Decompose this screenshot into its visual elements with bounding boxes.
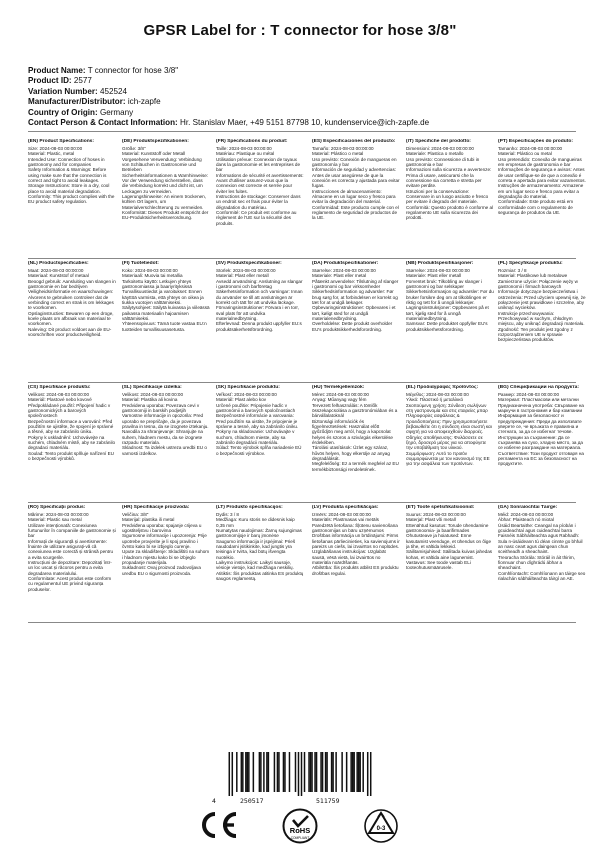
spec-body: Veličina: 3/8" Materijal: plastika ili metal Predviđena uporaba: spajanje crijeva u ugostiteljstvu i barovima Sigurnosne informacije i upozorenja: Prije upotrebe provjerite je li spoj pravilno i čvrsto kako bi se izbjeglo curenje. Upute za skladištenje: Skladištiti na suhom i hladnom mjestu kako bi se izbjeglo propadanje materijala. Sukladnost: Ovaj proizvod zadovoljava uredbu EU o sigurnosti proizvoda. (122, 512, 210, 576)
spec-cell (406, 505, 494, 623)
barcode-bar (268, 752, 270, 792)
barcode-bar (316, 752, 318, 792)
barcode-bar (332, 752, 334, 792)
country-row (28, 108, 588, 118)
ce-mark-icon (196, 808, 240, 842)
divider (28, 258, 576, 259)
spec-body: Storlek: 2024-08-03 00:00:00 Material: Plast eller metall Avsedd användning: Anslutning av slangar i gastronomi och barföretag Säkerhetsinformation och varningar: Innan du använder se till att anslutningen är korrekt och tätt för att undvika läckage. Förvaringsinstruktioner: Förvara i en torr, sval plats för att undvika materialnedbrytning. Efterlevnad: Denna produkt uppfyller EU:s produktsäkerhetsförordning. (216, 268, 303, 332)
plastic-recycling-icon (362, 808, 400, 844)
barcode-digits-left: 250517 (240, 797, 264, 805)
spec-body: Tamanho: 2024-08-03 00:00:00 Material: Plástico ou metal Uso pretendido: Conexão de mangueiras em empresas de gastronomia e bar Informações de segurança e avisos: Antes de usar certifique-se de que a conexão é correta e apertada para evitar vazamentos. Instruções de armazenamento: Armazene em um lugar seco e fresco para evitar a degradação do material. Conformidade: Este produto está em conformidade com o regulamento de segurança de produtos da UE. (498, 146, 586, 216)
ean-barcode (212, 752, 388, 810)
barcode-bar (278, 752, 280, 792)
spec-body: Størrelse: 2024-08-03 00:00:00 Materiale: Plast eller metal Påtænkt anvendelse: Tilslutning af slanger i gastronomi og bar virksomheder Sikkerhedsinformation og advarsler: Før brug sørg for, at forbindelsen er korrekt og tæt for at undgå lækager. Opbevaringsinstruktioner: Opbevares i et tørt, køligt sted for at undgå materialenedbrydning. Overholdelse: Dette produkt overholder EU's produktsikkerhedsforordning. (312, 268, 399, 332)
spec-cell (216, 505, 304, 623)
spec-body: Size: 2024-08-03 00:00:00 Material: Plastic, metal Intended Use: Connection of hoses in gastronomy and for companies Safety Information & Warnings: Before using make sure that the connection is correct and tight to avoid leakages. Storage Instructions: Store in a dry, cool place to avoid material degradation. Conformity: This product complies with the EU product safety regulation. (28, 146, 115, 205)
spec-heading: (EL) Προδιαγραφές προϊόντος: (406, 385, 479, 390)
barcode-bar (362, 752, 364, 792)
variation-value: 452524 (99, 86, 127, 96)
barcode-bar (346, 752, 348, 792)
spec-heading: (FR) Spécifications du produit: (216, 139, 288, 144)
barcode-bar (277, 752, 279, 792)
spec-body: Suurus: 2024-08-03 00:00:00 Materjal: Plast või metall Ettenähtud kasutus: Torude ühendamine gastronoomia- ja baarifirmades Ohutusteave ja hoiatused: Enne kasutamist veenduge, et ühendus on õige ja tihe, et vältida lekkeid. Säilitamisjuhised: Säilitada kuivas jahedas kohas, et vältida aine lagunemist. Vastavus: See toode vastab ELi tooteohutusmäärusele. (406, 512, 493, 571)
barcode-bar (308, 752, 310, 792)
barcode-bar (259, 752, 261, 792)
spec-row (28, 385, 584, 500)
rohs-label: RoHS (289, 826, 311, 835)
rohs-compliant-label: COMPLIANT (290, 836, 310, 840)
spec-cell (406, 261, 494, 379)
variation-row (28, 87, 588, 97)
spec-body: Taille: 2024-08-03 00:00:00 Matériau: Plastique ou métal Utilisation prévue: Connexion de tuyaux dans la gastronomie et les entreprises de bar Informations de sécurité et avertissements: Avant d'utiliser assurez-vous que la connexion est correcte et serrée pour éviter les fuites. Instructions de stockage: Conserver dans un endroit sec et frais pour éviter la dégradation du matériau. Conformité: Ce produit est conforme au règlement de l'UE sur la sécurité des produits. (216, 146, 304, 226)
barcode-bar (311, 752, 313, 792)
spec-heading: (LV) Produkta specifikācijas: (312, 505, 379, 510)
barcode-bar (263, 752, 265, 792)
barcode-digit-first: 4 (212, 797, 216, 805)
manufacturer-value: ich-zapfe (127, 97, 161, 107)
barcode-bar (284, 752, 286, 792)
country-value: Germany (99, 107, 134, 117)
barcode-bar (242, 752, 244, 792)
barcode-bar (304, 752, 306, 792)
spec-cell (122, 385, 210, 500)
barcode-bar (266, 752, 268, 792)
barcode-bar (289, 752, 291, 792)
spec-row (28, 505, 586, 623)
spec-body: Rozmiar: 3 / 8 Materiał: Plastikowe lub metalowe Zamierzone użycie: Połączenie węży w gastronomii i firmach barowych Informacje dotyczące bezpieczeństwa i ostrzeżenia: Przed użyciem upewnij się, że połączenie jest prawidłowe i szczelne, aby uniknąć wycieków. Instrukcje przechowywania: Przechowywać w suchym, chłodnym miejscu, aby uniknąć degradacji materiału. Zgodność: Ten produkt jest zgodny z rozporządzeniem UE w sprawie bezpieczeństwa produktów. (498, 268, 586, 343)
spec-cell (312, 261, 400, 379)
divider (28, 622, 576, 623)
spec-cell (312, 139, 400, 254)
spec-heading: (NL) Productspecificaties: (28, 261, 89, 266)
barcode-bar (241, 752, 243, 792)
spec-body: Dydis: 3 / 8 Medžiaga: Kuru storis ne didesnis kaip 0,35 mm Numatytas naudojimas: Žarnų sujungimas gastronomijoje ir barų įmonėse Saugumo informacija ir įspėjimai: Prieš naudodami įsitikinkite, kad jungtis yra teisinga ir tvirta, kad būtų išvengta nuotėkio. Laikymo instrukcijos: Laikyti sausoje, vėsioje vietoje, kad medžiaga neskilių. Atitiktis: Šis produktas atitinka ES produktų saugos reglamentą. (216, 512, 304, 582)
spec-body: Tamaño: 2024-08-03 00:00:00 Material: Plástico o metal Uso previsto: Conexión de mangueras en gastronomía y bar Información de seguridad y advertencias: Antes de usar asegúrese de que la conexión es correcta y ajustada para evitar fugas. Instrucciones de almacenamiento: Almacene en un lugar seco y fresco para evitar la degradación del material. Conformidad: Este producto cumple con el reglamento de seguridad de productos de la UE. (312, 146, 400, 221)
barcode-bar (320, 752, 322, 792)
spec-heading: (CS) Specifikace produktu: (28, 385, 91, 390)
product-name-row (28, 66, 588, 76)
spec-body: Méret: 2024-08-03 00:00:00 Anyag: Műanyag vagy fém Tervezett felhasználás: A tömlők összekapcsolása a gasztronómiában és a bárvállalatoknál Biztonsági információk és figyelmeztetések: Használat előtt győződjön meg arról, hogy a kapcsolat helyes és szoros a szivárgás elkerülése érdekében. Tárolási utasítások: Üzlet egy száraz, hűvös helyen, hogy elkerülje az anyag degradálását. Megfelelőség: Ez a termék megfelel az EU termékbiztonsági rendeletének. (312, 392, 399, 472)
spec-body: Mărime: 2024-08-03 00:00:00 Material: Plastic sau metal Utilizare intenționată: Conexiunea furtunurilor în companiile de gastronomie și bar Informații de siguranță și avertismente: Înainte de utilizare asigurați-vă că conexiunea este corectă și strânsă pentru a evita scurgerile. Instrucțiuni de depozitare: Depozitați într-un loc uscat și răcoros pentru a evita degradarea materialului. Conformitate: Acest produs este conform cu regulamentul UE privind siguranța produselor. (28, 512, 116, 592)
spec-heading: (ES) Especificaciones del producto: (312, 139, 396, 144)
spec-heading: (EN) Product Specifications: (28, 139, 95, 144)
spec-heading: (SL) Specifikacije izdelka: (122, 385, 182, 390)
barcode-bar (353, 752, 355, 792)
spec-cell (216, 139, 304, 254)
barcode-bar (314, 752, 316, 792)
barcode-digits-right: 511759 (316, 797, 340, 805)
barcode-bar (331, 752, 333, 792)
spec-cell (406, 139, 494, 254)
spec-cell (28, 261, 116, 379)
spec-body: Størrelse: 2024-08-03 00:00:00 Materiale: Plast eller metall Forventet bruk: Tilkobling av slanger i gastronomi og bar selskaper Sikkerhetsinformasjon og advarsler: Før du bruker forsikre deg om at tilkoblingen er riktig og tett for å unngå lekkasjer. Lagringsinstruksjoner: Oppbevares på et tørt, kjølig sted for å unngå materialnedbrytning. Samsvar: Dette produktet oppfyller EU's produktsikkerhetsforordning. (406, 268, 494, 332)
spec-heading: (DE) Produktspezifikationen: (122, 139, 189, 144)
barcode-bar (232, 752, 234, 796)
barcode-bar (356, 752, 358, 792)
product-meta (28, 66, 588, 128)
barcode-bars (218, 752, 382, 796)
manufacturer-row (28, 97, 588, 107)
spec-heading: (LT) Produkto specifikacijos: (216, 505, 283, 510)
spec-body: Dimensioni: 2024-08-03 00:00:00 Materiale: Plastica o metallo Uso previsto: Connessione di tubi in gastronomia e bar Informazioni sulla sicurezza e avvertenze: Prima di usare, assicurarsi che la connessione sia corretta e stretta per evitare perdite. Istruzioni per la conservazione: Conservare in un luogo asciutto e fresco per evitare il degrado del materiale. Conformità: Questo prodotto è conforme al regolamento UE sulla sicurezza dei prodotti. (406, 146, 494, 221)
spec-heading: (HR) Specifikacije proizvoda: (122, 505, 190, 510)
barcode-bar (298, 752, 300, 796)
spec-heading: (PL) Specyfikacje produktu: (498, 261, 563, 266)
spec-cell (28, 385, 116, 500)
spec-heading: (SV) Produktspecifikationer: (216, 261, 282, 266)
spec-body: Veľkosť: 2024-08-03 00:00:00 Materiál: Plast alebo kov Určené použitie: Pripojenie hadíc v gastronómii a barových spoločnostiach Bezpečnostné informácie a varovania: Pred použitím sa uistite, že pripojenie je správne a tesné, aby sa zabránilo úniku. Pokyny na skladovanie: Uchovávajte v suchom, chladnom mieste, aby sa zabránilo degradácii materiálu. Súlad: Tento výrobok spĺňa nariadenie EÚ o bezpečnosti výrobkov. (216, 392, 302, 456)
barcode-bar (236, 752, 238, 792)
barcode-bar (245, 752, 247, 792)
barcode-bar (367, 752, 369, 796)
spec-body: Velikost: 2024-08-03 00:00:00 Material: Plastika ali kovina Predvidena uporaba: Povezava cevi v gastronomiji in barskih podjetjih Varnostne informacije in opozorila: Pred uporabo se prepričajte, da je povezava pravilna in tesna, da se izognete iztekanju. Navodila za shranjevanje: Shranjujte na suhem, hladnem mestu, da se izognete razpadu materiala. Skladnost: Ta izdelek ustreza uredbi EU o varnosti izdelkov. (122, 392, 209, 456)
barcode-bar (301, 752, 303, 796)
product-id-row (28, 76, 588, 86)
barcode-bar (325, 752, 327, 792)
spec-cell (406, 385, 494, 500)
spec-body: Размер: 2024-08-03 00:00:00 Материал: Пластмасови или метални Предназначена употреба: Свързване на маркучи в гастрономия и бар компании Информация за безопасност и предупреждения: Преди да използвате уверете се, че връзката е правилна и стегната, за да се избегнат течове. Инструкции за съхранение: Да се съхранява на сухо, хладно място, за да се избегне разграждане на материала. Съответствие: Този продукт отговаря на регламента на ЕС за безопасност на продуктите. (498, 392, 584, 467)
spec-row (28, 139, 586, 254)
spec-body: Koko: 2024-08-03 00:00:00 Materiaali: Muovia tai metallia Tarkoitettu käyttö: Letkujen yhteys gastronomiassa ja baariyrityksissä Turvallisuustiedot ja varoitukset: Ennen käyttöä varmista, että yhteys on oikea ja tiukka vuotojen välttämiseksi. Säilytysohjeet: Säilytä kuivassa ja viileässä paikassa materiaalin hajoamisen välttämiseksi. Yhteensopivuus: Tämä tuote vastaa EU:n tuotteiden turvallisuusasetusta. (122, 268, 210, 332)
spec-body: Μέγεθος: 2024-08-03 00:00:00 Υλικό: Πλαστικό ή μεταλλικό Σκοπούμενη χρήση: Σύνδεση σωλήνων στη γαστρονομία και στις εταιρείες μπαρ Πληροφορίες ασφάλειας & προειδοποιήσεις: Πριν χρησιμοποιήσετε βεβαιωθείτε ότι η σύνδεση είναι σωστή και σφιχτή για να αποφευχθούν διαρροές. Οδηγίες αποθήκευσης: Φυλάσσετε σε ξηρό, δροσερό μέρος για να αποφύγετε την υποβάθμιση του υλικού. Συμμόρφωση: Αυτό το προϊόν συμμορφώνεται με τον κανονισμό της ΕΕ για την ασφάλεια των προϊόντων. (406, 392, 492, 467)
spec-body: Größe: 3/8" Material: Kunststoff oder Metall Vorgesehene Verwendung: Verbindung von Schläuchen in Gastronomie und Betrieben Sicherheitsinformationen & Warnhinweise: Vor der Verwendung sicherstellen, dass die Verbindung korrekt und dicht ist, um Leckagen zu vermeiden. Lagerungshinweise: An einem trockenen, kühlen Ort lagern, um Materialverschlechterung zu vermeiden. Konformität: Dieses Produkt entspricht der EU-Produktsicherheitsverordnung. (122, 146, 209, 221)
barcode-bar (352, 752, 354, 792)
barcode-bar (359, 752, 361, 792)
product-id-value: 2577 (73, 76, 92, 86)
spec-cell (28, 139, 116, 254)
barcode-bar (322, 752, 324, 792)
barcode-bar (358, 752, 360, 792)
barcode-bar (370, 752, 372, 796)
spec-cell (498, 385, 586, 500)
divider (28, 382, 576, 383)
rohs-compliance-icon (282, 808, 318, 844)
barcode-bar (295, 752, 297, 792)
barcode-bar (274, 752, 276, 792)
spec-cell (122, 505, 210, 623)
divider (28, 131, 576, 132)
spec-heading: (DA) Produktspecifikationer: (312, 261, 379, 266)
spec-heading: (GA) Sonraíochtaí Táirge: (498, 505, 558, 510)
barcode-bar (248, 752, 250, 792)
contact-row (28, 118, 588, 128)
spec-heading: (BG) Спецификации на продукта: (498, 385, 579, 390)
barcode-bar (283, 752, 285, 792)
spec-heading: (HU) Termékjellemzők: (312, 385, 365, 390)
spec-cell (28, 505, 116, 623)
country-label: Country of Origin: (28, 107, 98, 117)
spec-heading: (NB) Produktspesifikasjoner: (406, 261, 474, 266)
spec-cell (312, 385, 400, 500)
spec-cell (122, 261, 210, 379)
barcode-bar (247, 752, 249, 792)
spec-cell (312, 505, 400, 623)
spec-cell (498, 505, 586, 623)
recycling-code: 0-3 (376, 826, 386, 832)
spec-heading: (FI) Tuotetiedot: (122, 261, 159, 266)
spec-cell (216, 385, 304, 500)
compliance-icons (0, 808, 600, 844)
spec-heading: (SK) Špecifikácie produktu: (216, 385, 280, 390)
spec-heading: (ET) Toote spetsifikatsioonid: (406, 505, 475, 510)
spec-body: Velikost: 2024-08-03 00:00:00 Materiál: Plastové nebo kovové Předpokládané použití: Připojení hadic v gastronomických a barových společnostech Bezpečnostní informace a varování: Před použitím se ujistěte, že spojení je správné a těsné, aby se zabránilo úniku. Pokyny k uskladnění: Uchovávejte na suchém, chladném místě, aby se zabránilo degradaci materiálu. Soulad: Tento produkt splňuje nařízení EU o bezpečnosti výrobků. (28, 392, 116, 462)
barcode-bar (310, 752, 312, 792)
variation-label: Variation Number: (28, 86, 98, 96)
manufacturer-label: Manufacturer/Distributor: (28, 97, 126, 107)
contact-value: Hr. Stanislav Maer, +49 5151 87798 10, kundenservice@ich-zapfe.de (180, 118, 430, 128)
spec-body: Izmērs: 2024-08-03 00:00:00 Materiāls: Plastmasas vai metāls Paredzētā lietošana: Šļūtenu savienošana gastronomijas un bāru uzņēmumos Drošības informācija un brīdinājumi: Pirms lietošanas pārliecinieties, ka savienojums ir pareizs un ciešs, lai izvairītos no noplūdes. Uzglabāšanas instrukcijas: Uzglabāt sausā, vēsā vietā, lai izvairītos no materiāla noārdīšanās. Atbilstība: Šis produkts atbilst ES produktu drošības regulai. (312, 512, 400, 576)
barcode-bar (326, 752, 328, 792)
barcode-bar (335, 752, 337, 792)
spec-heading: (IT) Specifiche del prodotto: (406, 139, 471, 144)
spec-body: Maat: 2024-08-03 00:00:00 Materiaal: Kunststof of metaal Beoogd gebruik: Aansluiting van slangen in gastronomie en bar bedrijven Veiligheidsinformatie en waarschuwingen: Alvorens te gebruiken controleer dat de verbinding correct en strak is om lekkages te voorkomen. Opslaginstructies: Bewaren op een droge, koele plaats om afbraak van materiaal te voorkomen. Naleving: Dit product voldoet aan de EU-voorschriften voor productveiligheid. (28, 268, 116, 338)
barcode-bar (350, 752, 352, 792)
product-name-value: T connector for hose 3/8" (87, 66, 179, 75)
spec-cell (498, 261, 586, 379)
barcode-bar (260, 752, 262, 792)
barcode-bar (253, 752, 255, 792)
product-name-label: Product Name: (28, 66, 86, 75)
spec-row (28, 261, 586, 379)
product-id-label: Product ID: (28, 76, 72, 86)
spec-heading: (PT) Especificações do produto: (498, 139, 573, 144)
contact-label: Contact Person & Contact Information: (28, 118, 178, 128)
spec-heading: (RO) Specificații produs: (28, 505, 86, 510)
barcode-bar (341, 752, 343, 792)
divider (28, 502, 576, 503)
barcode-bar (229, 752, 231, 796)
spec-cell (122, 139, 210, 254)
page-title: GPSR Label for : T connector for hose 3/8" (143, 22, 457, 39)
spec-body: Méid: 2024-08-03 00:00:00 Ábhar: Plaisteach nó miotal Úsáid Beartaithe: Ceangal na píobán i gcuideachtaí agus cuideachtaí barra Faisnéis Sábháilteachta agus Rabhadh: Sula n-úsáideann tú déan cinnte go bhfuil an nasc ceart agus daingean chun sceitheadh a sheachaint. Treoracha Stórála: Stóráil in áit thirim, fionnuar chun díghrádú ábhar a sheachaint. Comhlíontacht: Comhlíonann an táirge seo rialachán sábháilteachta táirgí an AE. (498, 512, 586, 582)
spec-cell (498, 139, 586, 254)
spec-cell (216, 261, 304, 379)
